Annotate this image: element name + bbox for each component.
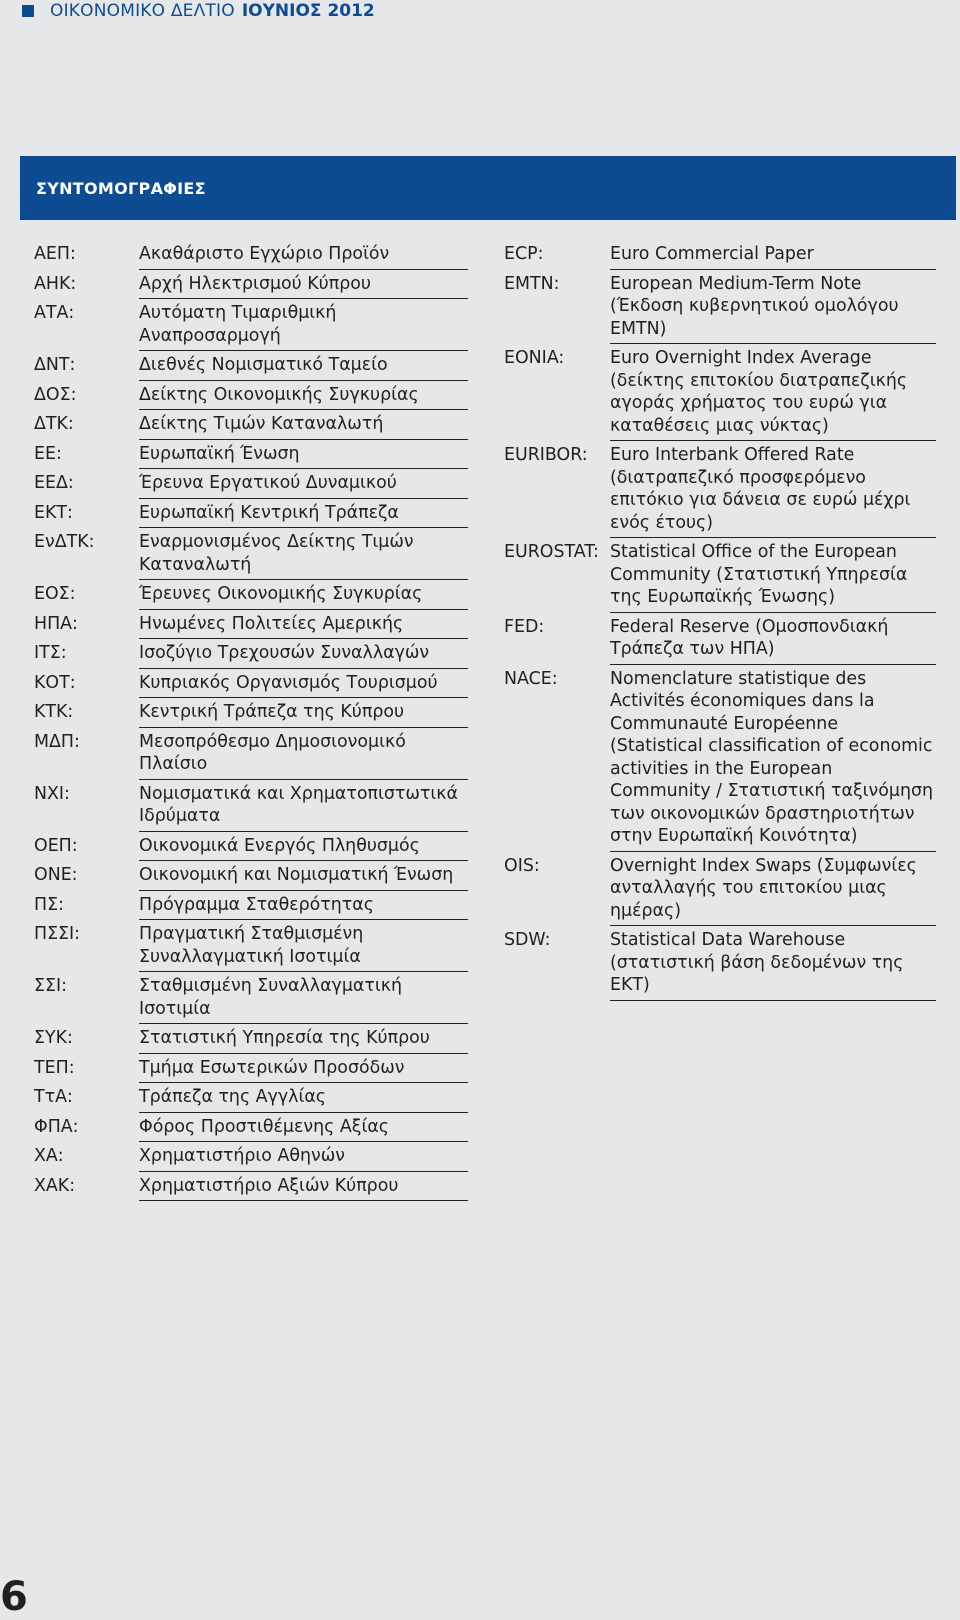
abbreviation-term: ΧΑ: (34, 1146, 64, 1166)
abbreviation-term: ΤΕΠ: (34, 1057, 75, 1078)
abbreviation-term: ΚΤΚ: (34, 702, 74, 722)
abbreviation-term: ΤτΑ: (34, 1087, 73, 1107)
abbreviation-term: EURIBOR: (504, 445, 588, 465)
abbreviation-definition: Σταθμισμένη Συναλλαγματική Ισοτιμία (139, 972, 468, 1024)
abbreviation-term: EONIA: (504, 348, 565, 368)
abbreviation-definition: Euro Overnight Index Average (δείκτης επιτοκίου διατραπεζικής αγοράς χρήματος του ευρώ για καταθέσεις μιας νύκτας) (610, 344, 936, 441)
abbreviation-row (34, 469, 468, 499)
abbreviation-row (504, 926, 936, 1001)
abbreviation-term: ΣΣΙ: (34, 976, 67, 996)
abbreviation-definition: Χρηματιστήριο Αξιών Κύπρου (139, 1172, 468, 1202)
abbreviations-left-column (34, 240, 468, 1201)
abbreviation-definition: Federal Reserve (Ομοσπονδιακή Τράπεζα των ΗΠΑ) (610, 613, 936, 665)
abbreviation-term: ΙΤΣ: (34, 643, 67, 663)
abbreviation-row (34, 440, 468, 470)
abbreviation-term: ΕΕΔ: (34, 473, 74, 493)
abbreviation-definition: Κυπριακός Οργανισμός Τουρισμού (139, 669, 468, 699)
abbreviation-definition: Μεσοπρόθεσμο Δημοσιονομικό Πλαίσιο (139, 728, 468, 780)
abbreviation-definition: Τμήμα Εσωτερικών Προσόδων (139, 1054, 468, 1084)
abbreviation-term: ΟΕΠ: (34, 835, 78, 856)
abbreviation-definition: Έρευνα Εργατικού Δυναμικού (139, 469, 468, 499)
abbreviation-row (34, 351, 468, 381)
abbreviation-definition: Πρόγραμμα Σταθερότητας (139, 891, 468, 921)
abbreviation-definition: Overnight Index Swaps (Συμφωνίες ανταλλαγής του επιτοκίου μιας ημέρας) (610, 852, 936, 927)
abbreviation-row (504, 538, 936, 613)
section-title: ΣΥΝΤΟΜΟΓΡΑΦΙΕΣ (36, 178, 206, 198)
abbreviation-definition: Δείκτης Τιμών Καταναλωτή (139, 410, 468, 440)
abbreviation-row (504, 240, 936, 270)
abbreviation-definition: Ισοζύγιο Τρεχουσών Συναλλαγών (139, 639, 468, 669)
abbreviation-term: ΣΥΚ: (34, 1028, 73, 1048)
abbreviation-row (34, 1054, 468, 1084)
abbreviation-row (504, 665, 936, 852)
abbreviation-row (34, 669, 468, 699)
abbreviation-definition: Ευρωπαϊκή Κεντρική Τράπεζα (139, 499, 468, 529)
abbreviation-definition: Οικονομικά Ενεργός Πληθυσμός (139, 832, 468, 862)
abbreviation-term: FED: (504, 616, 545, 637)
abbreviation-term: ΕΕ: (34, 443, 62, 464)
abbreviation-row (34, 610, 468, 640)
abbreviation-term: EUROSTAT: (504, 542, 599, 562)
abbreviation-row (34, 499, 468, 529)
abbreviation-term: NACE: (504, 668, 558, 689)
abbreviation-row (34, 1172, 468, 1202)
abbreviation-term: ΟΝΕ: (34, 865, 78, 885)
abbreviation-definition: Κεντρική Τράπεζα της Κύπρου (139, 698, 468, 728)
abbreviation-row (34, 920, 468, 972)
issue-date: ΙΟΥΝΙΟΣ 2012 (241, 1, 375, 21)
abbreviation-row (34, 832, 468, 862)
abbreviation-term: ΠΣ: (34, 894, 64, 915)
abbreviation-term: ΠΣΣΙ: (34, 924, 81, 944)
abbreviation-term: ΔΤΚ: (34, 414, 74, 434)
abbreviation-term: ΗΠΑ: (34, 613, 78, 634)
abbreviation-definition: Φόρος Προστιθέμενης Αξίας (139, 1113, 468, 1143)
abbreviation-term: OIS: (504, 855, 540, 876)
abbreviation-row (504, 270, 936, 345)
abbreviation-term: ΝΧΙ: (34, 783, 70, 804)
abbreviation-row (34, 972, 468, 1024)
abbreviation-definition: Ηνωμένες Πολιτείες Αμερικής (139, 610, 468, 640)
abbreviation-term: SDW: (504, 930, 551, 950)
abbreviation-row (34, 1024, 468, 1054)
abbreviation-row (34, 780, 468, 832)
abbreviation-row (504, 613, 936, 665)
abbreviation-term: ΑΗΚ: (34, 273, 77, 294)
page-number: 6 (0, 1574, 28, 1620)
abbreviation-definition: Δείκτης Οικονομικής Συγκυρίας (139, 381, 468, 411)
section-banner (20, 156, 956, 220)
abbreviation-definition: European Medium-Term Note (Έκδοση κυβερνητικού ομολόγου EMTN) (610, 270, 936, 345)
abbreviation-term: ΧΑΚ: (34, 1175, 76, 1196)
abbreviation-row (34, 1083, 468, 1113)
abbreviation-row (34, 728, 468, 780)
abbreviation-term: ΔΟΣ: (34, 384, 77, 405)
abbreviation-row (34, 1142, 468, 1172)
abbreviation-term: ΔΝΤ: (34, 355, 76, 375)
abbreviation-definition: Ακαθάριστο Εγχώριο Προϊόν (139, 240, 468, 270)
abbreviation-term: ΕΚΤ: (34, 502, 73, 523)
running-header (22, 0, 375, 22)
abbreviation-definition: Οικονομική και Νομισματική Ένωση (139, 861, 468, 891)
abbreviation-term: ΑΕΠ: (34, 244, 76, 264)
abbreviation-term: EMTN: (504, 273, 560, 294)
abbreviation-row (504, 852, 936, 927)
abbreviation-term: ΕνΔΤΚ: (34, 532, 95, 552)
abbreviation-row (34, 891, 468, 921)
abbreviation-definition: Εναρμονισμένος Δείκτης Τιμών Καταναλωτή (139, 528, 468, 580)
abbreviation-row (34, 1113, 468, 1143)
abbreviation-term: ΜΔΠ: (34, 731, 80, 752)
abbreviation-definition: Τράπεζα της Αγγλίας (139, 1083, 468, 1113)
abbreviation-definition: Έρευνες Οικονομικής Συγκυρίας (139, 580, 468, 610)
abbreviation-term: ΚΟΤ: (34, 672, 76, 693)
abbreviation-definition: Euro Interbank Offered Rate (διατραπεζικό προσφερόμενο επιτόκιο για δάνεια σε ευρώ μέχρι ενός έτους) (610, 441, 936, 538)
abbreviation-definition: Νομισματικά και Χρηματοπιστωτικά Ιδρύματα (139, 780, 468, 832)
abbreviation-term: ΕΟΣ: (34, 584, 76, 604)
abbreviations-right-column (504, 240, 936, 1001)
header-square-icon (22, 5, 34, 17)
abbreviation-term: ΑΤΑ: (34, 303, 75, 323)
abbreviation-row (34, 240, 468, 270)
abbreviation-row (34, 639, 468, 669)
abbreviation-definition: Statistical Data Warehouse (στατιστική βάση δεδομένων της ΕΚΤ) (610, 926, 936, 1001)
abbreviation-definition: Αρχή Ηλεκτρισμού Κύπρου (139, 270, 468, 300)
abbreviation-row (34, 299, 468, 351)
abbreviation-row (34, 861, 468, 891)
abbreviation-definition: Ευρωπαϊκή Ένωση (139, 440, 468, 470)
abbreviation-definition: Στατιστική Υπηρεσία της Κύπρου (139, 1024, 468, 1054)
abbreviation-row (504, 441, 936, 538)
abbreviation-row (34, 270, 468, 300)
abbreviation-definition: Χρηματιστήριο Αθηνών (139, 1142, 468, 1172)
abbreviation-definition: Πραγματική Σταθμισμένη Συναλλαγματική Ισοτιμία (139, 920, 468, 972)
abbreviation-row (34, 381, 468, 411)
abbreviation-row (34, 580, 468, 610)
abbreviation-definition: Nomenclature statistique des Activités économiques dans la Communauté Européenne (Statistical classification of economic activities in the European Community / Στατιστική ταξινόμηση των οικονομικών δραστηριοτήτων στην Ευρωπαϊκή Κοινότητα) (610, 665, 936, 852)
abbreviation-definition: Διεθνές Νομισματικό Ταμείο (139, 351, 468, 381)
abbreviation-row (504, 344, 936, 441)
publication-title: ΟΙΚΟΝΟΜΙΚΟ ΔΕΛΤΙΟ (50, 1, 235, 21)
abbreviation-row (34, 698, 468, 728)
abbreviation-definition: Αυτόματη Τιμαριθμική Αναπροσαρμογή (139, 299, 468, 351)
abbreviation-term: ECP: (504, 244, 544, 264)
abbreviation-term: ΦΠΑ: (34, 1116, 79, 1137)
abbreviation-definition: Euro Commercial Paper (610, 240, 936, 270)
abbreviation-row (34, 528, 468, 580)
abbreviation-row (34, 410, 468, 440)
abbreviation-definition: Statistical Office of the European Community (Στατιστική Υπηρεσία της Ευρωπαϊκής Ένωσης) (610, 538, 936, 613)
